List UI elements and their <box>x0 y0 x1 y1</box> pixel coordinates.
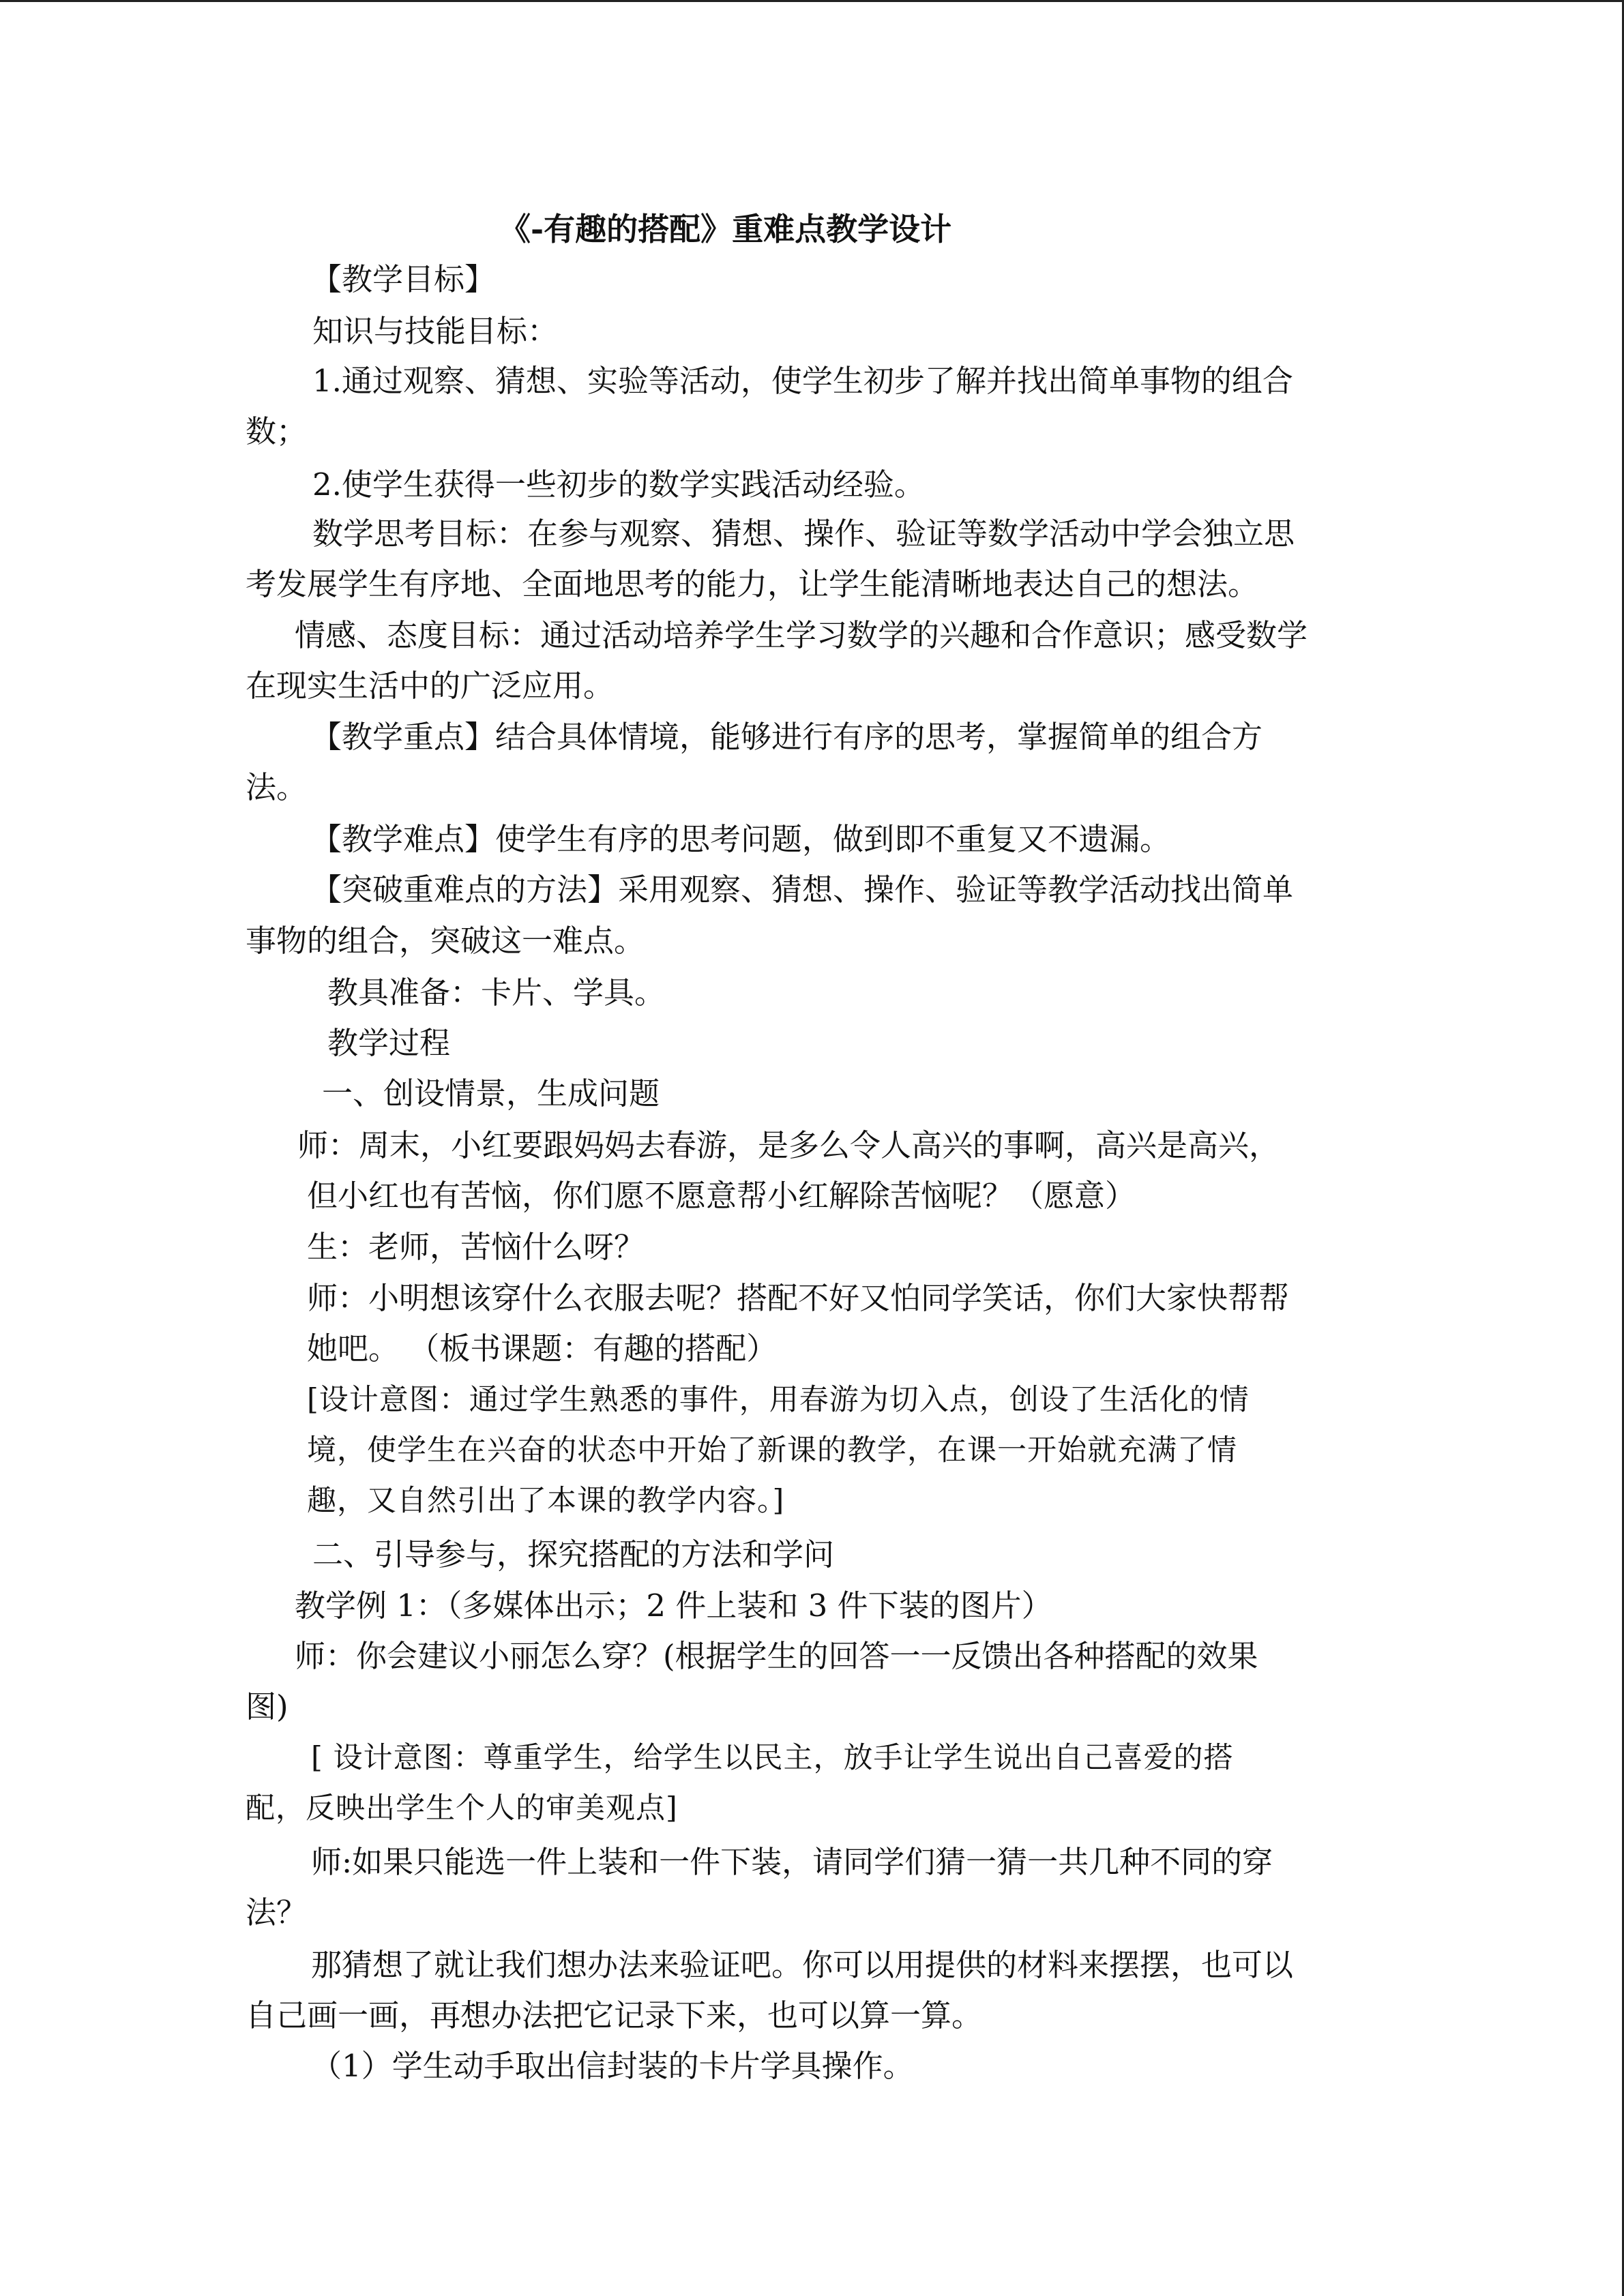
paragraph-line: 她吧。 （板书课题：有趣的搭配） <box>307 1330 778 1367</box>
page-border-top <box>0 0 1624 2</box>
heading-key-points: 【教学重点】结合具体情境，能够进行有序的思考，掌握简单的组合方 <box>311 719 1263 755</box>
paragraph-line: 自己画一画，再想办法把它记录下来，也可以算一算。 <box>246 1997 983 2033</box>
paragraph-line: 1.通过观察、猜想、实验等活动，使学生初步了解并找出简单事物的组合 <box>312 363 1293 399</box>
paragraph-line: 知识与技能目标： <box>312 313 559 349</box>
paragraph-line: 法？ <box>246 1894 308 1930</box>
paragraph-line: 师：小明想该穿什么衣服去呢？搭配不好又怕同学笑话，你们大家快帮帮 <box>307 1280 1290 1316</box>
heading-teaching-process: 教学过程 <box>327 1025 451 1061</box>
paragraph-line: 事物的组合，突破这一难点。 <box>246 923 645 959</box>
design-intent-note: [ 设计意图：尊重学生，给学生以民主，放手让学生说出自己喜爱的搭 <box>311 1741 1234 1775</box>
paragraph-line: 情感、态度目标：通过活动培养学生学习数学的兴趣和合作意识；感受数学 <box>295 617 1308 653</box>
paragraph-line: 生：老师，苦恼什么呀？ <box>307 1229 645 1265</box>
heading-methods: 【突破重难点的方法】采用观察、猜想、操作、验证等教学活动找出简单 <box>311 871 1294 908</box>
paragraph-line: 数学思考目标：在参与观察、猜想、操作、验证等数学活动中学会独立思 <box>312 516 1295 552</box>
design-intent-note: 配，反映出学生个人的审美观点] <box>246 1791 678 1825</box>
paragraph-line: 在现实生活中的广泛应用。 <box>246 668 615 704</box>
paragraph-line: 图) <box>246 1688 289 1725</box>
section-heading-1: 一、创设情景，生成问题 <box>322 1075 660 1112</box>
paragraph-line: 师：你会建议小丽怎么穿？(根据学生的回答一一反馈出各种搭配的效果 <box>295 1638 1258 1674</box>
paragraph-line: 教学例 1：（多媒体出示；2 件上装和 3 件下装的图片） <box>295 1587 1052 1624</box>
paragraph-line: （1）学生动手取出信封装的卡片学具操作。 <box>311 2048 914 2084</box>
paragraph-line: 师：周末，小红要跟妈妈去春游，是多么令人高兴的事啊，高兴是高兴， <box>297 1127 1280 1163</box>
design-intent-note: 趣，又自然引出了本课的教学内容。] <box>307 1484 785 1518</box>
heading-difficult-points: 【教学难点】使学生有序的思考问题，做到即不重复又不遗漏。 <box>311 821 1171 857</box>
paragraph-line: 教具准备：卡片、学具。 <box>327 974 666 1011</box>
section-heading-2: 二、引导参与，探究搭配的方法和学问 <box>312 1536 835 1572</box>
paragraph-line: 但小红也有苦恼，你们愿不愿意帮小红解除苦恼呢？（愿意） <box>307 1178 1136 1214</box>
design-intent-note: [设计意图：通过学生熟悉的事件，用春游为切入点，创设了生活化的情 <box>307 1383 1250 1417</box>
document-title: 《-有趣的搭配》重难点教学设计 <box>499 211 952 248</box>
paragraph-line: 那猜想了就让我们想办法来验证吧。你可以用提供的材料来摆摆，也可以 <box>311 1947 1294 1983</box>
paragraph-line: 数； <box>246 413 308 449</box>
heading-teaching-goals: 【教学目标】 <box>311 261 496 297</box>
paragraph-line: 考发展学生有序地、全面地思考的能力，让学生能清晰地表达自己的想法。 <box>246 566 1259 602</box>
paragraph-line: 师:如果只能选一件上装和一件下装，请同学们猜一猜一共几种不同的穿 <box>311 1844 1273 1880</box>
paragraph-line: 2.使学生获得一些初步的数学实践活动经验。 <box>312 466 925 503</box>
design-intent-note: 境，使学生在兴奋的状态中开始了新课的教学，在课一开始就充满了情 <box>307 1433 1237 1467</box>
paragraph-line: 法。 <box>246 769 308 805</box>
